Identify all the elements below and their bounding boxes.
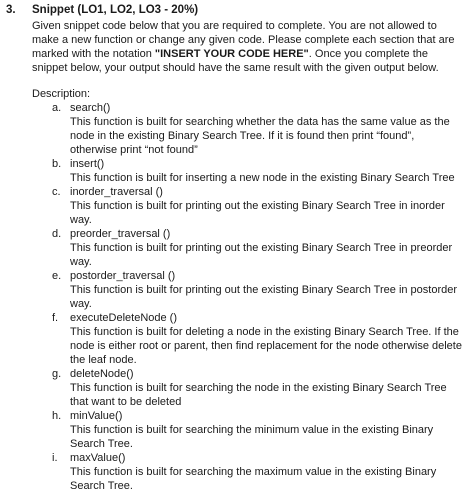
intro-text-start: Given snippet code below that you are required to complete. You are not allowed to make a new function or change any given code. Please complete each section that are marked with the notation bbox=[32, 20, 455, 60]
list-item bbox=[32, 269, 464, 311]
list-item bbox=[32, 311, 464, 367]
list-marker: a. bbox=[52, 102, 62, 114]
function-name: executeDeleteNode () bbox=[70, 312, 178, 324]
list-item-content bbox=[70, 269, 464, 311]
question-number: 3. bbox=[6, 4, 16, 16]
list-marker: g. bbox=[52, 368, 62, 380]
list-item bbox=[32, 409, 464, 451]
function-description: This function is built for printing out the existing Binary Search Tree in postorder way. bbox=[70, 284, 458, 310]
function-name: minValue() bbox=[70, 410, 123, 422]
description-label: Description: bbox=[32, 88, 91, 100]
list-item-content bbox=[70, 157, 464, 185]
list-item-content bbox=[70, 367, 464, 409]
list-item-content bbox=[70, 185, 464, 227]
function-description: This function is built for inserting a new node in the existing Binary Search Tree bbox=[70, 172, 455, 184]
list-item bbox=[32, 367, 464, 409]
list-marker: b. bbox=[52, 158, 62, 170]
list-item-content bbox=[70, 409, 464, 451]
function-description: This function is built for printing out the existing Binary Search Tree in inorder way. bbox=[70, 200, 445, 226]
list-marker: d. bbox=[52, 228, 62, 240]
intro-notation: "INSERT YOUR CODE HERE" bbox=[154, 48, 309, 60]
list-item bbox=[32, 101, 464, 157]
question-title: Snippet (LO1, LO2, LO3 - 20%) bbox=[32, 4, 199, 16]
function-description: This function is built for deleting a node in the existing Binary Search Tree. If the node is either root or parent, then find replacement for the node otherwise delete the leaf node. bbox=[70, 326, 462, 366]
function-description: This function is built for searching the maximum value in the existing Binary Search Tree. bbox=[70, 466, 437, 492]
list-item bbox=[32, 451, 464, 493]
list-item-content bbox=[70, 101, 464, 157]
function-name: insert() bbox=[70, 158, 105, 170]
list-marker: c. bbox=[52, 186, 61, 198]
list-marker: f. bbox=[52, 312, 59, 324]
list-marker: e. bbox=[52, 270, 62, 282]
list-item bbox=[32, 185, 464, 227]
list-item-content bbox=[70, 311, 464, 367]
list-item bbox=[32, 227, 464, 269]
list-item bbox=[32, 157, 464, 185]
function-description: This function is built for searching the node in the existing Binary Search Tree that want to be deleted bbox=[70, 382, 447, 408]
function-name: maxValue() bbox=[70, 452, 126, 464]
function-name: deleteNode() bbox=[70, 368, 134, 380]
question-intro bbox=[32, 19, 464, 75]
question-body bbox=[32, 19, 464, 493]
function-description: This function is built for searching whether the data has the same value as the node in the existing Binary Search Tree. If it is found then print “found”, otherwise print “not found” bbox=[70, 116, 450, 156]
list-marker: i. bbox=[52, 452, 58, 464]
intro-text-end: . Once you complete the snippet below, your output should have the same result with the given output below. bbox=[32, 48, 439, 74]
list-item-content bbox=[70, 451, 464, 493]
function-name: postorder_traversal () bbox=[70, 270, 176, 282]
function-name: inorder_traversal () bbox=[70, 186, 163, 198]
question-header bbox=[6, 3, 464, 18]
function-description: This function is built for printing out the existing Binary Search Tree in preorder way. bbox=[70, 242, 453, 268]
function-description: This function is built for searching the minimum value in the existing Binary Search Tree. bbox=[70, 424, 434, 450]
list-item-content bbox=[70, 227, 464, 269]
function-name: preorder_traversal () bbox=[70, 228, 171, 240]
function-name: search() bbox=[70, 102, 111, 114]
description-list bbox=[32, 101, 464, 493]
list-marker: h. bbox=[52, 410, 62, 422]
